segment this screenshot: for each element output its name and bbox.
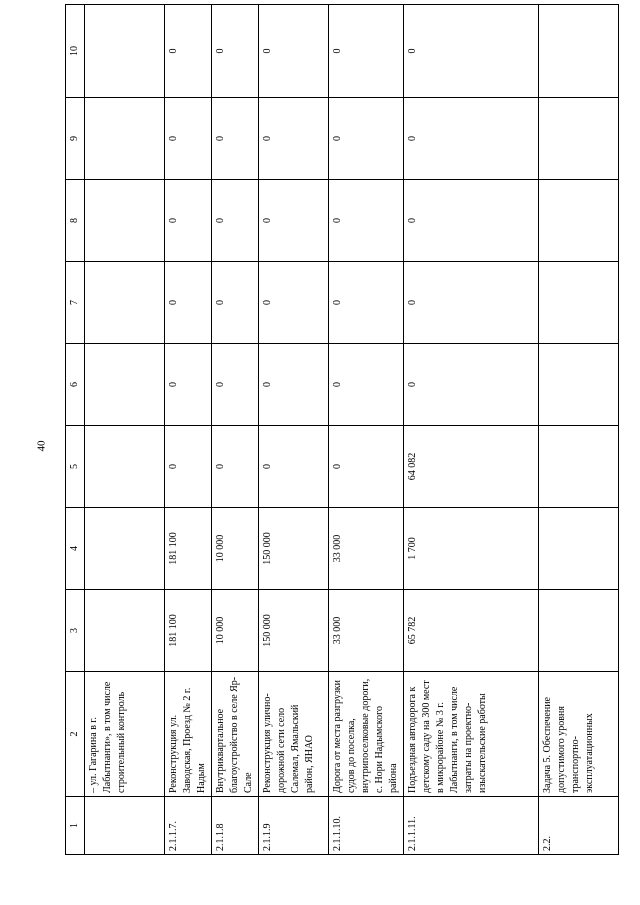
- row-number: 2.1.1.8: [212, 797, 259, 855]
- row-name: Подъездная автодорога к детскому саду на 300 мест в микрорайоне № 3 г. Лабытнанги, в том числе затраты на проектно-изыскательские работы: [404, 672, 539, 797]
- row-value: 0: [259, 180, 329, 262]
- row-value: 0: [329, 5, 404, 98]
- row-value: 0: [404, 180, 539, 262]
- row-value: 0: [212, 426, 259, 508]
- row-value: [85, 5, 165, 98]
- row-value: 0: [212, 262, 259, 344]
- rotated-table-wrapper: [65, 5, 605, 855]
- header-row: [66, 5, 85, 855]
- row-number: 2.1.1.10.: [329, 797, 404, 855]
- row-name: Реконструкция ул. Заводская, Проезд № 2 г. Надым: [165, 672, 212, 797]
- row-value: 0: [259, 262, 329, 344]
- row-value: [85, 508, 165, 590]
- row-value: 0: [329, 180, 404, 262]
- row-value: 0: [212, 344, 259, 426]
- row-value: 0: [259, 5, 329, 98]
- column-header: 7: [66, 262, 85, 344]
- row-value: [539, 98, 619, 180]
- row-value: 0: [165, 180, 212, 262]
- row-value: 0: [329, 262, 404, 344]
- row-number: [85, 797, 165, 855]
- row-value: 0: [329, 426, 404, 508]
- row-value: [85, 426, 165, 508]
- row-number: 2.1.1.11.: [404, 797, 539, 855]
- row-value: 65 782: [404, 590, 539, 672]
- table-row: [404, 5, 539, 855]
- column-header: 6: [66, 344, 85, 426]
- row-value: [85, 590, 165, 672]
- row-name: Задача 5. Обеспечение допустимого уровня транспортно-эксплуатационных: [539, 672, 619, 797]
- row-name: Внутриквартальное благоустройство в селе Яр-Сале: [212, 672, 259, 797]
- row-value: 0: [212, 5, 259, 98]
- row-value: 0: [404, 98, 539, 180]
- table-row: [212, 5, 259, 855]
- row-value: [85, 262, 165, 344]
- row-value: [539, 590, 619, 672]
- row-value: 0: [165, 344, 212, 426]
- row-value: 0: [165, 426, 212, 508]
- row-value: [539, 344, 619, 426]
- column-header: 9: [66, 98, 85, 180]
- row-value: 33 000: [329, 590, 404, 672]
- row-value: 0: [212, 180, 259, 262]
- row-value: 0: [259, 98, 329, 180]
- row-value: [539, 508, 619, 590]
- column-header: 10: [66, 5, 85, 98]
- row-value: [539, 262, 619, 344]
- row-name: Дорога от места разгрузки судов до поселка, внутрипоселковые дороги, с. Нори Надымского района: [329, 672, 404, 797]
- row-number: 2.1.1.7.: [165, 797, 212, 855]
- row-value: 0: [404, 344, 539, 426]
- row-value: 150 000: [259, 590, 329, 672]
- column-header: 3: [66, 590, 85, 672]
- row-value: 0: [329, 98, 404, 180]
- budget-table: [65, 4, 619, 855]
- row-value: [85, 180, 165, 262]
- page-number: 40: [35, 440, 48, 452]
- column-header: 1: [66, 797, 85, 855]
- row-value: [539, 180, 619, 262]
- row-number: 2.1.1.9: [259, 797, 329, 855]
- row-value: [539, 426, 619, 508]
- row-value: 0: [165, 98, 212, 180]
- row-value: 0: [259, 344, 329, 426]
- row-value: 0: [259, 426, 329, 508]
- table-row: [259, 5, 329, 855]
- column-header: 8: [66, 180, 85, 262]
- table-row: [165, 5, 212, 855]
- row-value: [85, 344, 165, 426]
- table-row: [329, 5, 404, 855]
- row-value: 0: [404, 5, 539, 98]
- column-header: 5: [66, 426, 85, 508]
- row-name: Реконструкция улично-дорожной сети село Салемал, Ямальский район, ЯНАО: [259, 672, 329, 797]
- row-value: 0: [404, 262, 539, 344]
- row-value: 64 082: [404, 426, 539, 508]
- row-name: – ул. Гагарина в г. Лабытнанги», в том числе строительный контроль: [85, 672, 165, 797]
- row-value: 0: [212, 98, 259, 180]
- row-value: 150 000: [259, 508, 329, 590]
- row-value: [539, 5, 619, 98]
- row-value: 0: [165, 5, 212, 98]
- row-number: 2.2.: [539, 797, 619, 855]
- row-value: 0: [329, 344, 404, 426]
- row-value: 1 700: [404, 508, 539, 590]
- table-row: [539, 5, 619, 855]
- table-row: [85, 5, 165, 855]
- column-header: 4: [66, 508, 85, 590]
- row-value: 0: [165, 262, 212, 344]
- column-header: 2: [66, 672, 85, 797]
- row-value: [85, 98, 165, 180]
- row-value: 181 100: [165, 590, 212, 672]
- row-value: 10 000: [212, 508, 259, 590]
- row-value: 33 000: [329, 508, 404, 590]
- row-value: 181 100: [165, 508, 212, 590]
- row-value: 10 000: [212, 590, 259, 672]
